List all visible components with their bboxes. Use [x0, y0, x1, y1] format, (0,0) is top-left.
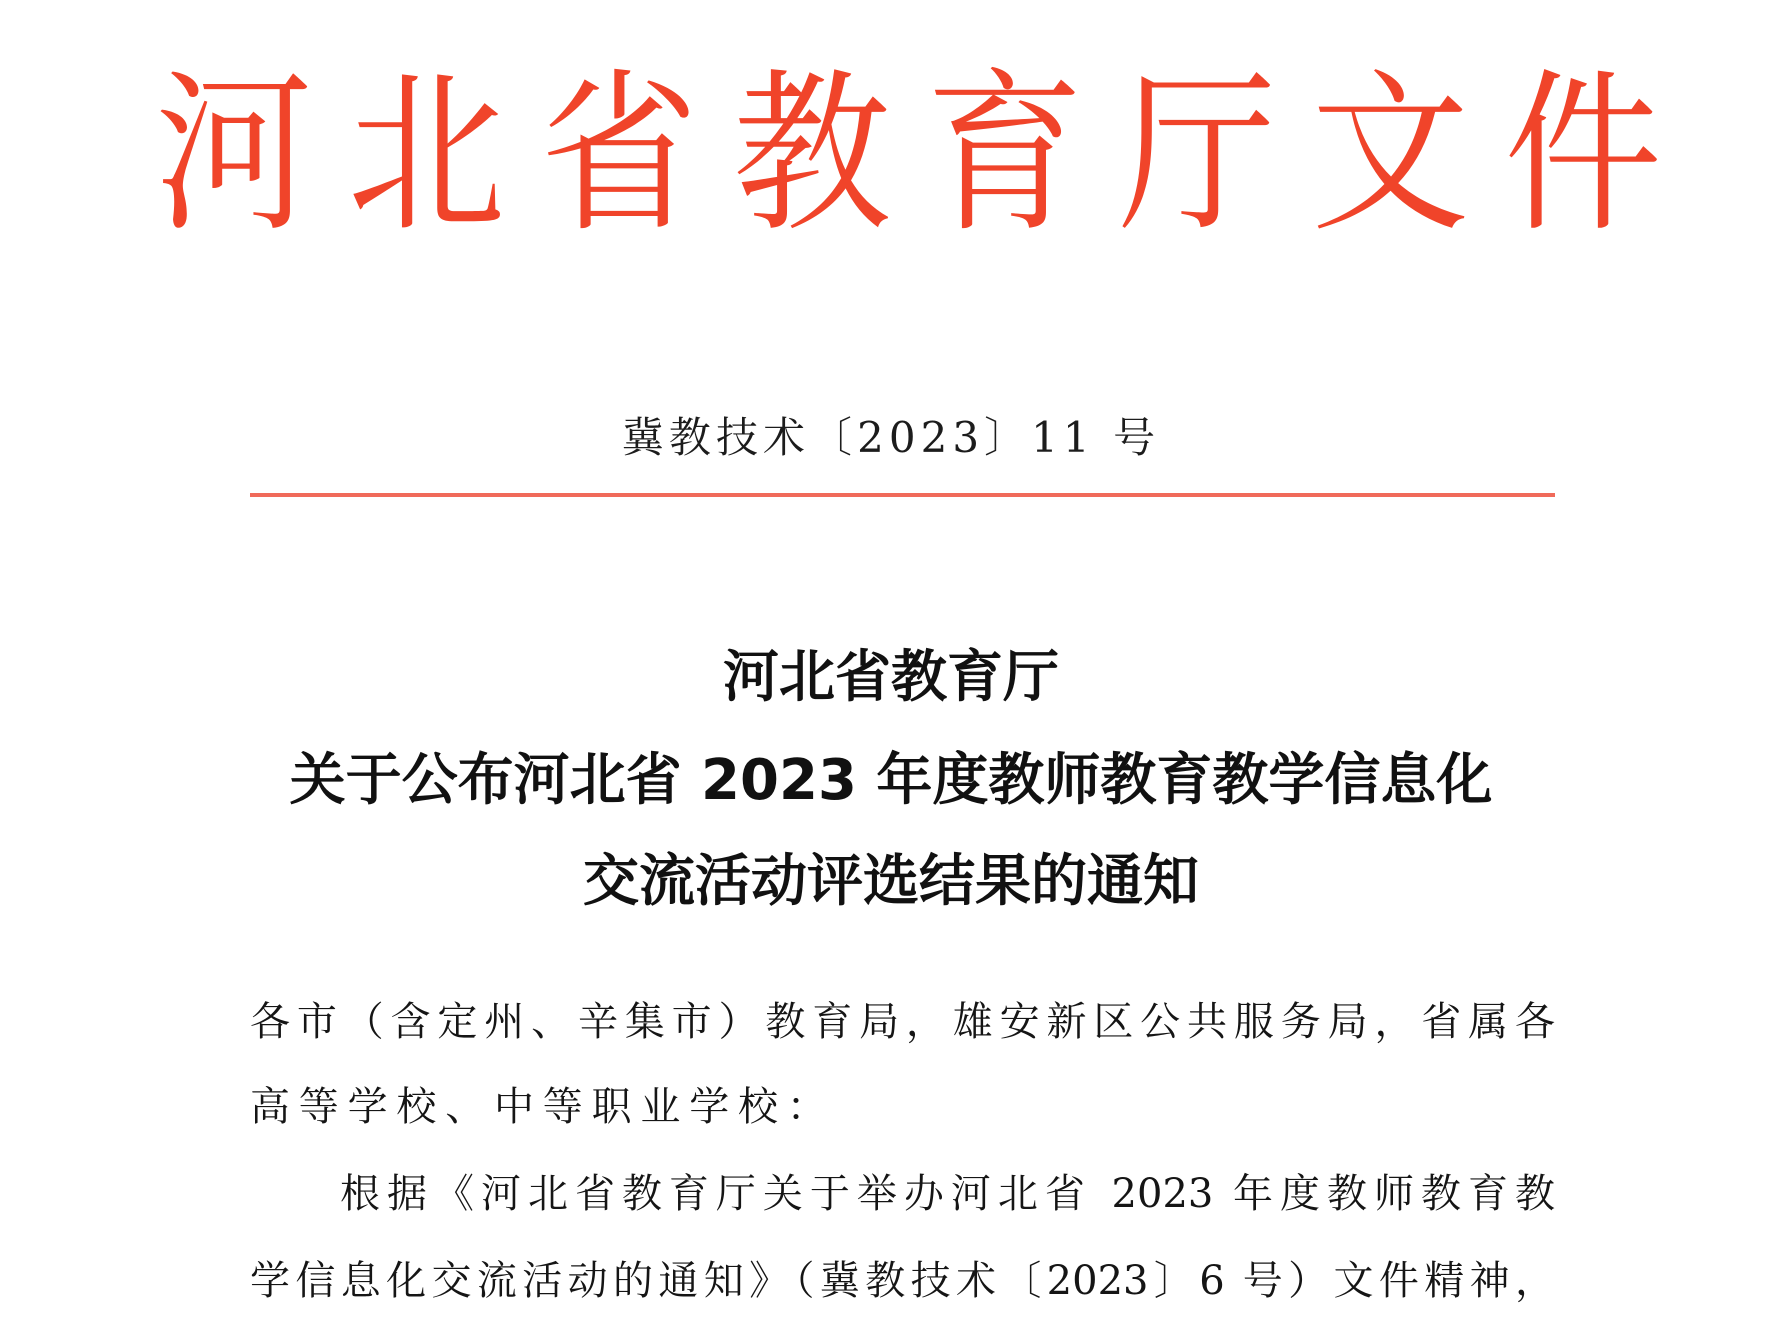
- paragraph-line-1: 根据《河北省教育厅关于举办河北省 2023 年度教师教育教: [340, 1171, 1555, 1217]
- red-divider-line: [250, 493, 1555, 497]
- paragraph-line-2: 学信息化交流活动的通知》（冀教技术〔2023〕6 号）文件精神，: [250, 1258, 1555, 1304]
- notice-title-line-3: 交流活动评选结果的通知: [583, 849, 1199, 914]
- notice-title-line-1: 河北省教育厅: [723, 645, 1059, 710]
- notice-title-line-2: 关于公布河北省 2023 年度教师教育教学信息化: [289, 748, 1493, 813]
- addressee-line-1: 各市（含定州、辛集市）教育局，雄安新区公共服务局，省属各: [250, 999, 1555, 1045]
- letterhead-title: 河北省教育厅文件: [154, 53, 1697, 257]
- document-number: 冀教技术〔2023〕11 号: [621, 413, 1161, 462]
- addressee-line-2: 高等学校、中等职业学校：: [250, 1084, 836, 1130]
